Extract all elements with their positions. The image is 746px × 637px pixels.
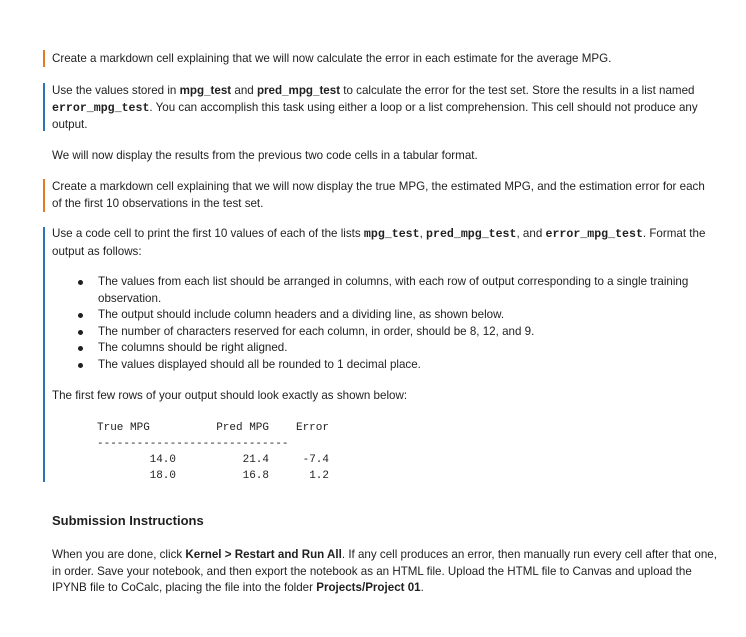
markdown-error-instruction: Create a markdown cell explaining that we will now calculate the error in each estimate for the average MPG. bbox=[52, 52, 612, 65]
list-item: The columns should be right aligned. bbox=[78, 340, 698, 357]
table-divider: ----------------------------- bbox=[97, 438, 289, 450]
list-item: The values from each list should be arranged in columns, with each row of output corresponding to a single training observation. bbox=[78, 274, 698, 307]
format-requirements-list bbox=[78, 274, 698, 373]
sample-output-table bbox=[97, 420, 329, 484]
bullet-icon bbox=[78, 363, 83, 368]
var-pred-mpg-test: pred_mpg_test bbox=[426, 228, 517, 241]
bullet-icon bbox=[78, 280, 83, 285]
markdown-cell-marker bbox=[43, 50, 45, 67]
header-pred-mpg: Pred MPG bbox=[216, 422, 269, 434]
menu-arrow: > bbox=[221, 548, 235, 561]
header-error: Error bbox=[295, 422, 329, 434]
table-row: 18.0 16.8 1.2 bbox=[149, 470, 329, 482]
bullet-icon bbox=[78, 330, 83, 335]
menu-kernel: Kernel bbox=[185, 548, 222, 561]
bullet-icon bbox=[78, 346, 83, 351]
display-intro-text: We will now display the results from the previous two code cells in a tabular format. bbox=[52, 149, 478, 162]
table-row: 14.0 21.4 -7.4 bbox=[149, 454, 329, 466]
list-item: The output should include column headers and a dividing line, as shown below. bbox=[78, 307, 698, 324]
output-intro-text: The first few rows of your output should look exactly as shown below: bbox=[52, 389, 408, 402]
list-item: The values displayed should all be rounded to 1 decimal place. bbox=[78, 357, 698, 374]
var-mpg-test: mpg_test bbox=[363, 228, 420, 241]
var-error-mpg-test: error_mpg_test bbox=[52, 101, 150, 115]
bullet-icon bbox=[78, 313, 83, 318]
var-mpg-test: mpg_test bbox=[179, 84, 232, 97]
markdown-display-instruction: Create a markdown cell explaining that we will now display the true MPG, the estimated MPG, and the estimation error for each of the first 10 observations in the test set. bbox=[52, 180, 705, 210]
code-display-instruction: Use a code cell to print the first 10 values of each of the lists mpg_test, pred_mpg_test, and error_mpg_test. Format the output as follows: bbox=[52, 227, 706, 258]
table-header-row bbox=[97, 420, 329, 436]
code-cell-marker bbox=[43, 227, 45, 482]
submission-instructions: When you are done, click Kernel > Restart and Run All. If any cell produces an error, then manually run every cell after that one, in order. Save your notebook, and then export the notebook as an HTML file. Upload the HTML file to Canvas and upload the IPYNB file to CoCalc, placing the file into the folder Projects/Project 01. bbox=[52, 548, 717, 594]
list-item: The number of characters reserved for each column, in order, should be 8, 12, and 9. bbox=[78, 324, 698, 341]
folder-path: Projects/Project 01 bbox=[316, 581, 421, 594]
header-true-mpg: True MPG bbox=[97, 422, 150, 434]
code-cell-marker bbox=[43, 83, 45, 131]
submission-heading: Submission Instructions bbox=[52, 513, 204, 528]
var-error-mpg-test: error_mpg_test bbox=[545, 228, 643, 241]
var-pred-mpg-test: pred_mpg_test bbox=[256, 84, 341, 97]
menu-restart-run-all: Restart and Run All bbox=[234, 548, 342, 561]
code-error-instruction: Use the values stored in mpg_test and pred_mpg_test to calculate the error for the test set. Store the results in a list named error_mpg_test. You can accomplish this task using either a loop or a list comprehension. This cell should not produce any output. bbox=[52, 84, 698, 131]
markdown-cell-marker bbox=[43, 179, 45, 212]
